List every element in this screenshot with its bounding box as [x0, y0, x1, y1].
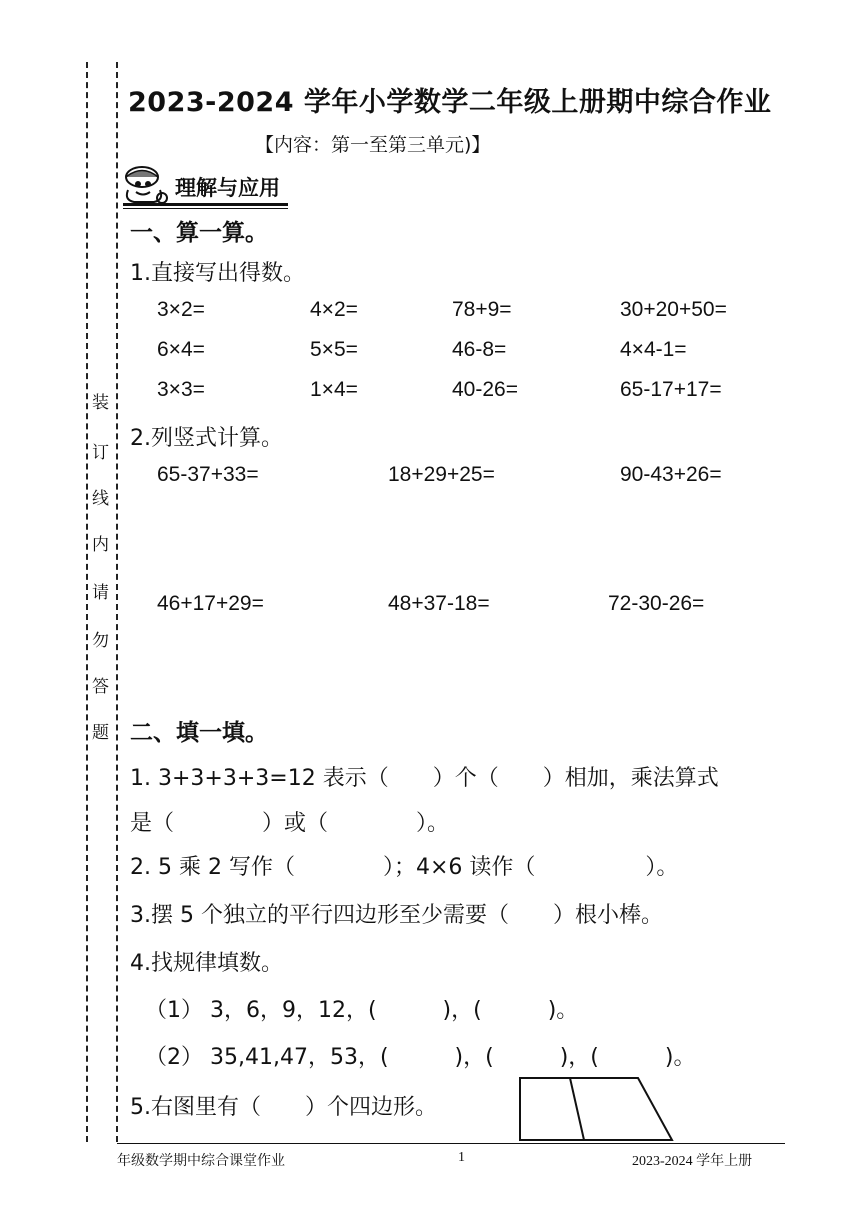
fill-item: 5.右图里有（ ）个四边形。	[130, 1095, 437, 1120]
part2-heading: 二、填一填。	[130, 720, 268, 746]
fill-item: 是（ ）或（ ）。	[130, 811, 450, 836]
q1-expr: 5×5=	[310, 338, 358, 361]
fill-item: 2. 5 乘 2 写作（ ）；4×6 读作（ ）。	[130, 855, 679, 880]
binding-dash-left	[86, 62, 88, 1142]
q2-label: 2.列竖式计算。	[130, 426, 283, 451]
page-title: 2023-2024 学年小学数学二年级上册期中综合作业	[128, 87, 772, 118]
q2-expr: 18+29+25=	[388, 463, 495, 486]
page-number: 1	[458, 1150, 465, 1165]
q2-expr: 46+17+29=	[157, 592, 264, 615]
q1-expr: 3×3=	[157, 378, 205, 401]
q1-expr: 46-8=	[452, 338, 507, 361]
page-subtitle: 【内容：第一至第三单元)】	[255, 134, 491, 156]
q1-expr: 30+20+50=	[620, 298, 727, 321]
q1-expr: 1×4=	[310, 378, 358, 401]
fill-item: 3.摆 5 个独立的平行四边形至少需要（ ）根小棒。	[130, 903, 663, 928]
binding-char: 内	[92, 535, 109, 555]
q1-expr: 3×2=	[157, 298, 205, 321]
banner-underline-thin	[123, 208, 288, 209]
part1-heading: 一、算一算。	[130, 220, 268, 246]
binding-char: 线	[92, 489, 109, 509]
mascot-icon	[120, 162, 170, 206]
q1-expr: 4×4-1=	[620, 338, 687, 361]
section-banner: 理解与应用	[175, 176, 280, 200]
q1-expr: 40-26=	[452, 378, 518, 401]
q1-expr: 4×2=	[310, 298, 358, 321]
binding-char: 订	[92, 443, 109, 463]
binding-char: 题	[92, 723, 109, 743]
q1-expr: 65-17+17=	[620, 378, 722, 401]
q2-expr: 48+37-18=	[388, 592, 490, 615]
q1-label: 1.直接写出得数。	[130, 261, 305, 286]
q2-expr: 90-43+26=	[620, 463, 722, 486]
footer-right: 2023-2024 学年上册	[632, 1154, 753, 1169]
quadrilateral-figure	[512, 1072, 682, 1146]
banner-underline	[123, 203, 288, 206]
binding-dash-right	[116, 62, 118, 1142]
q1-expr: 6×4=	[157, 338, 205, 361]
fill-item: （1） 3，6，9，12，( )，( )。	[145, 998, 579, 1023]
binding-char: 装	[92, 393, 109, 413]
q2-expr: 65-37+33=	[157, 463, 259, 486]
binding-char: 请	[92, 583, 109, 603]
q2-expr: 72-30-26=	[608, 592, 705, 615]
footer-rule	[117, 1143, 785, 1144]
footer-left: 年级数学期中综合课堂作业	[117, 1154, 285, 1169]
binding-char: 答	[92, 677, 109, 697]
fill-item: 4.找规律填数。	[130, 951, 283, 976]
fill-item: 1. 3+3+3+3=12 表示（ ）个（ ）相加，乘法算式	[130, 766, 719, 791]
q1-expr: 78+9=	[452, 298, 512, 321]
binding-char: 勿	[92, 631, 109, 651]
fill-item: （2） 35,41,47，53，( )，( )，( )。	[145, 1045, 696, 1070]
